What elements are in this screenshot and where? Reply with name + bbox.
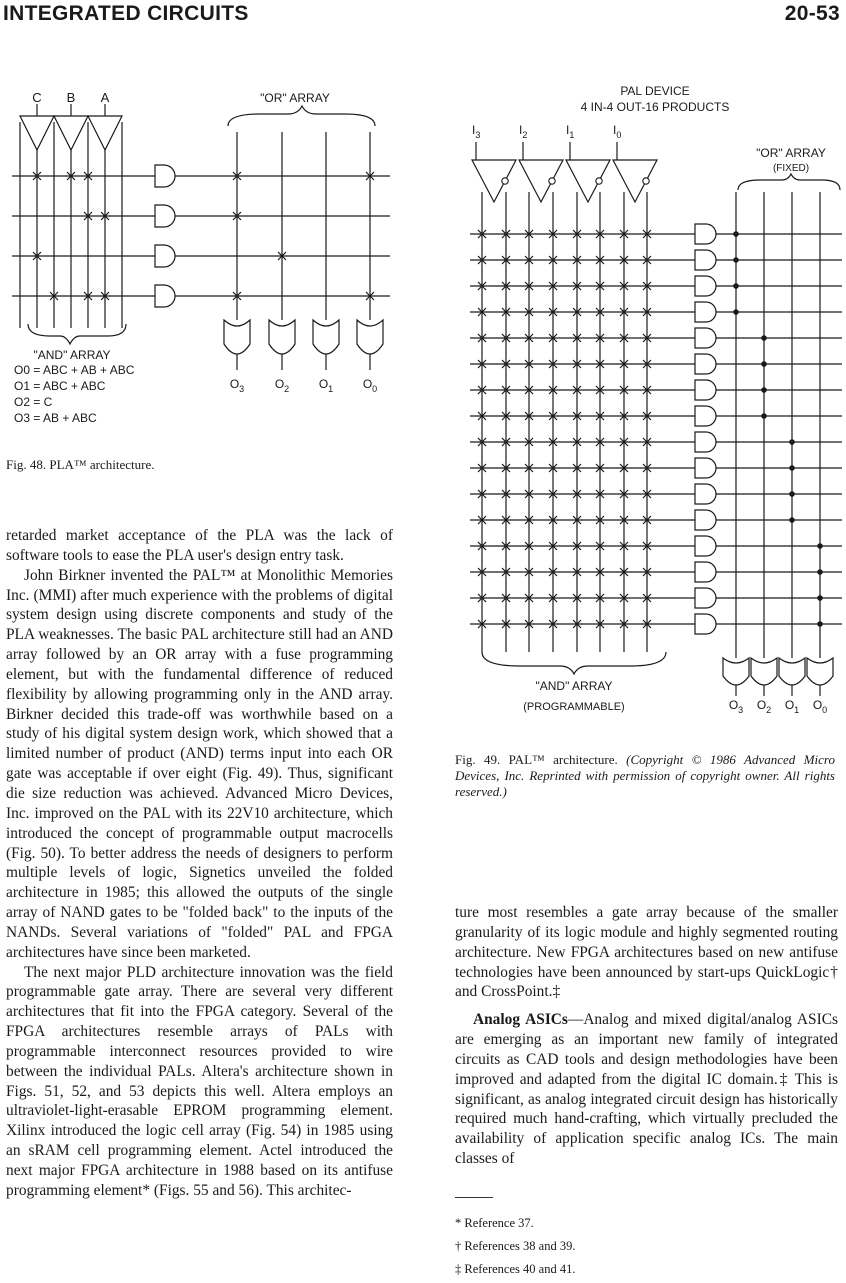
connection-dot — [789, 517, 795, 523]
or-gate — [269, 320, 295, 354]
input-label-i2: $I_2$ — [519, 123, 528, 140]
and-gate — [695, 510, 716, 530]
and-array-label: "AND" ARRAY — [535, 679, 613, 693]
and-gate — [155, 205, 175, 227]
and-gate — [695, 406, 716, 426]
pal-device-title: PAL DEVICE — [620, 84, 690, 98]
paragraph-analog-asics — [455, 1010, 838, 1169]
paragraph: retarded market acceptance of the PLA was the lack of software tools to ease the PLA user's design entry task. — [6, 527, 393, 564]
output-label-o2: $O_2$ — [274, 377, 290, 394]
output-label-o2: $O_2$ — [756, 698, 772, 715]
equation-o1: O1 = ABC + ABC — [14, 379, 106, 393]
and-gate — [695, 484, 716, 504]
body-column-right — [455, 903, 838, 1169]
or-array-label: "OR" ARRAY — [756, 146, 826, 160]
figure-48-pla-diagram — [0, 70, 420, 450]
and-gate — [155, 245, 175, 267]
connection-dot — [817, 543, 823, 549]
and-gate — [695, 380, 716, 400]
connection-dot — [817, 569, 823, 575]
and-gate — [695, 224, 716, 244]
and-gate — [695, 536, 716, 556]
and-array-label: "AND" ARRAY — [33, 348, 111, 362]
connection-dot — [817, 621, 823, 627]
and-array-programmable-label: (PROGRAMMABLE) — [523, 701, 625, 713]
and-array-brace — [482, 652, 666, 674]
inverter-bubble — [643, 178, 649, 184]
page-number: 20-53 — [784, 2, 840, 25]
figure-49-caption-copyright: (Copyright © 1986 Advanced Micro Devices, Inc. Reprinted with permission of copyright owner. All rights reserved.) — [455, 752, 835, 799]
pla-schematic — [0, 70, 420, 450]
input-buffer — [54, 116, 88, 150]
connection-dot — [817, 595, 823, 601]
figure-49-caption-label: Fig. 49. PAL™ architecture. — [455, 752, 618, 767]
or-array-label: "OR" ARRAY — [260, 91, 330, 105]
input-label-i1: $I_1$ — [566, 123, 575, 140]
or-gate — [723, 658, 749, 685]
equation-o0: O0 = ABC + AB + ABC — [14, 363, 135, 377]
and-gate — [695, 276, 716, 296]
and-gate — [155, 165, 175, 187]
input-buffer — [88, 116, 122, 150]
pla-grid — [12, 104, 390, 370]
input-label-c: C — [32, 90, 42, 105]
and-gate — [155, 285, 175, 307]
inverter-bubble — [502, 178, 508, 184]
connection-dot — [789, 491, 795, 497]
pal-device-subtitle: 4 IN-4 OUT-16 PRODUCTS — [580, 100, 730, 114]
connection-dot — [761, 361, 767, 367]
input-label-i0: $I_0$ — [613, 123, 622, 140]
running-header-title: INTEGRATED CIRCUITS — [3, 2, 249, 25]
and-gate — [695, 432, 716, 452]
paragraph: The next major PLD architecture innovation was the field programmable gate array. There are several very different architectures that fit into the FPGA category. Several of the FPGA architectures resemble arrays of PALs with programmable interconnect resources provided to wire between the individual PALs. Altera's architecture shown in Figs. 51, 52, and 53 depicts this well. Altera employs an ultraviolet-light-erasable EPROM programming element. Xilinx introduced the logic cell array (Fig. 54) in 1985 using an sRAM cell programming element. Actel introduced the next major FPGA architecture in 1988 based on its antifuse programming element* (Figs. 55 and 56). This architec- — [6, 963, 393, 1199]
paragraph: John Birkner invented the PAL™ at Monolithic Memories Inc. (MMI) after much experience with the problems of digital system design using discrete components and study of the PLA weaknesses. The basic PAL architecture still had an AND array followed by an OR array with a fuse programming element, but with the fundamental difference of reduced flexibility by allowing programming only in the AND array. Birkner decided this trade-off was worthwhile based on a study of his digital system design work, which showed that a limited number of product (AND) terms input into each OR gate was acceptable if over eight (Fig. 49). Thus, significant die size reduction was achieved. Advanced Micro Devices, Inc. improved on the PAL with its 22V10 architecture, which introduced the concept of programmable output macrocells (Fig. 50). To better address the needs of designers to perform multiple levels of logic, Signetics unveiled the folded architecture in 1985; this allowed the outputs of the single array of NAND gates to be "folded back" to the inputs of the NANDs. Several variations of "folded" PAL and FPGA architectures have since been marketed. — [6, 566, 393, 961]
figure-48-caption: Fig. 48. PLA™ architecture. — [6, 457, 155, 472]
connection-dot — [761, 387, 767, 393]
input-buffer — [613, 160, 657, 202]
or-gate — [357, 320, 383, 354]
and-gate — [695, 302, 716, 322]
inverter-bubble — [596, 178, 602, 184]
figure-49-pal-diagram — [430, 70, 846, 730]
pal-grid — [470, 142, 842, 696]
output-label-o0: $O_0$ — [812, 698, 828, 715]
input-label-i3: $I_3$ — [472, 123, 481, 140]
and-gate — [695, 588, 716, 608]
output-label-o3: $O_3$ — [229, 377, 245, 394]
footnote-3: ‡ References 40 and 41. — [455, 1262, 576, 1276]
or-array-brace — [228, 106, 375, 126]
and-array-brace — [28, 324, 126, 344]
output-label-o1: $O_1$ — [318, 377, 334, 394]
or-gate — [313, 320, 339, 354]
and-gate — [695, 250, 716, 270]
and-gate — [695, 328, 716, 348]
output-label-o1: $O_1$ — [784, 698, 800, 715]
or-gate — [224, 320, 250, 354]
and-gate — [695, 458, 716, 478]
equation-o3: O3 = AB + ABC — [14, 411, 97, 425]
footnote-1: * Reference 37. — [455, 1216, 534, 1230]
or-gate — [807, 658, 833, 685]
equation-o2: O2 = C — [14, 395, 53, 409]
connection-dot — [733, 309, 739, 315]
input-buffer — [566, 160, 610, 202]
input-label-b: B — [66, 90, 76, 105]
paragraph: ture most resembles a gate array because of the smaller granularity of its logic module and highly segmented routing architecture. New FPGA architectures based on new antifuse technologies have been announced by start-ups QuickLogic† and CrossPoint.‡ — [455, 904, 838, 1001]
input-buffer — [472, 160, 516, 202]
connection-dot — [733, 231, 739, 237]
connection-dot — [733, 283, 739, 289]
paragraph-text: —Analog and mixed digital/analog ASICs are emerging as an important new family of integrated circuits as CAD tools and design methodologies have been improved and adapted from the digital IC domain.‡ This is significant, as analog integrated circuit design has historically required much hand-crafting, which virtually precluded the availability of application specific analog ICs. The main classes of — [455, 1011, 838, 1168]
pal-schematic — [430, 70, 846, 730]
input-label-a: A — [100, 90, 110, 105]
input-buffer — [20, 116, 54, 150]
connection-dot — [761, 413, 767, 419]
inverter-bubble — [549, 178, 555, 184]
connection-dot — [789, 439, 795, 445]
footnote-rule — [455, 1197, 493, 1198]
connection-dot — [733, 257, 739, 263]
output-label-o3: $O_3$ — [728, 698, 744, 715]
figure-49-caption — [455, 752, 835, 800]
output-label-o0: $O_0$ — [362, 377, 378, 394]
or-array-fixed-label: (FIXED) — [772, 163, 810, 174]
and-gate — [695, 354, 716, 374]
and-gate — [695, 562, 716, 582]
body-column-left — [6, 526, 393, 1201]
or-array-brace — [738, 174, 840, 190]
and-gate — [695, 614, 716, 634]
input-buffer — [519, 160, 563, 202]
or-gate — [751, 658, 777, 685]
or-gate — [779, 658, 805, 685]
connection-dot — [761, 335, 767, 341]
footnote-2: † References 38 and 39. — [455, 1239, 576, 1253]
connection-dot — [789, 465, 795, 471]
section-run-in-heading: Analog ASICs — [473, 1011, 568, 1029]
